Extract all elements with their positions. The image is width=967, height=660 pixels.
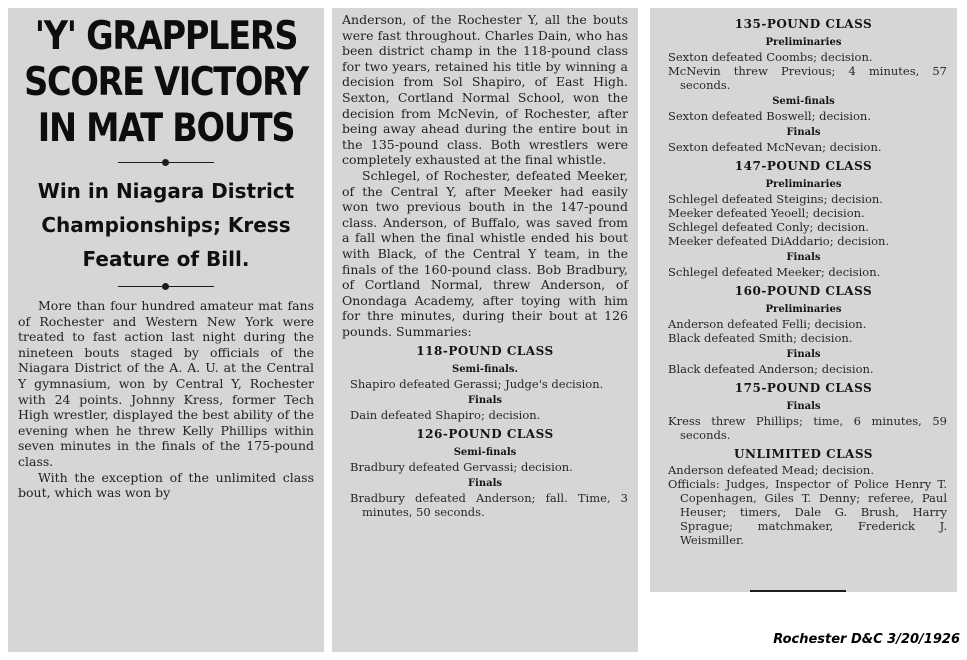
- subhead-line: Championships; Kress: [41, 213, 291, 237]
- round-label: Finals: [786, 401, 821, 412]
- round-label: Finals: [467, 478, 503, 490]
- source-caption: Rochester D&C 3/20/1926: [773, 632, 960, 647]
- round-label: Preliminaries: [765, 304, 842, 315]
- class-heading: 175-POUND CLASS: [734, 381, 873, 395]
- article-column-1: [8, 8, 324, 652]
- bout-result: Sexton defeated Boswell; decision.: [668, 109, 871, 123]
- round-label: Finals: [467, 395, 503, 407]
- bout-result: Shapiro defeated Gerassi; Judge's decision.: [350, 377, 604, 392]
- summary-126-pound: [342, 426, 628, 519]
- bout-result: Anderson defeated Mead; decision.: [668, 463, 874, 477]
- summary-175-pound: [660, 380, 947, 442]
- subheadline: [18, 174, 314, 276]
- bout-result: Schlegel defeated Steigins; decision.: [668, 192, 883, 206]
- round-label: Preliminaries: [765, 37, 842, 48]
- article-paragraph: Schlegel, of Rochester, defeated Meeker, of the Central Y, after Meeker had easily won two previous bouth in the 147-pound class. Anderson, of Buffalo, was saved from a fall when the final whistle ended his bout with Black, of the Central Y team, in the finals of the 160-pound class. Bob Bradbury, of Cortland Normal, threw Anderson, of Onondaga Academy, after toying with him for thre minutes, during their bout at 126 pounds. Summaries:: [342, 167, 628, 339]
- summary-135-pound: [660, 16, 947, 154]
- dot-rule-divider: [18, 276, 314, 298]
- class-heading: UNLIMITED CLASS: [734, 447, 873, 461]
- bout-result: Schlegel defeated Meeker; decision.: [668, 265, 881, 279]
- bout-result: McNevin threw Previous; 4 minutes, 57 seconds.: [668, 64, 947, 92]
- subhead-line: Win in Niagara District: [37, 179, 295, 203]
- bout-result: Schlegel defeated Conly; decision.: [668, 220, 869, 234]
- round-label: Semi-finals: [453, 447, 517, 459]
- headline: [18, 14, 314, 152]
- bout-result: Black defeated Anderson; decision.: [668, 362, 874, 376]
- summary-147-pound: [660, 158, 947, 279]
- bout-result: Black defeated Smith; decision.: [668, 331, 853, 345]
- class-heading: 135-POUND CLASS: [734, 17, 873, 31]
- article-paragraph: Anderson, of the Rochester Y, all the bouts were fast throughout. Charles Dain, who has been district champ in the 118-pound class for two years, retained his title by winning a decision from Sol Shapiro, of East High. Sexton, Cortland Normal School, won the decision from McNevin, of Rochester, after being away ahead during the entire bout in the 135-pound class. Both wrestlers were completely exhausted at the final whistle.: [342, 12, 628, 168]
- bout-result: Meeker defeated Yeoell; decision.: [668, 206, 865, 220]
- bout-result: Anderson defeated Felli; decision.: [668, 317, 867, 331]
- class-heading: 126-POUND CLASS: [416, 427, 554, 442]
- headline-line: IN MAT BOUTS: [37, 106, 295, 151]
- round-label: Semi-finals.: [451, 364, 519, 376]
- summary-160-pound: [660, 283, 947, 376]
- headline-line: 'Y' GRAPPLERS: [34, 14, 298, 59]
- headline-line: SCORE VICTORY: [24, 60, 308, 105]
- summary-118-pound: [342, 343, 628, 422]
- summary-unlimited: [660, 446, 947, 547]
- dot-rule-divider: [18, 152, 314, 174]
- round-label: Finals: [786, 349, 821, 360]
- bout-result: Sexton defeated Coombs; decision.: [668, 50, 873, 64]
- round-label: Finals: [786, 127, 821, 138]
- article-column-2: [332, 8, 638, 652]
- class-heading: 160-POUND CLASS: [734, 284, 873, 298]
- class-heading: 118-POUND CLASS: [416, 344, 554, 359]
- class-heading: 147-POUND CLASS: [734, 159, 873, 173]
- round-label: Preliminaries: [765, 179, 842, 190]
- officials-list: Officials: Judges, Inspector of Police Henry T. Copenhagen, Giles T. Denny; referee, Paul Heuser; timers, Dale G. Brush, Harry Sprague; matchmaker, Frederick J. Weismiller.: [668, 477, 947, 547]
- bout-result: Dain defeated Shapiro; decision.: [350, 408, 541, 423]
- round-label: Finals: [786, 252, 821, 263]
- article-column-3: [650, 8, 957, 592]
- bout-result: Kress threw Phillips; time, 6 minutes, 59 seconds.: [668, 414, 947, 442]
- bout-result: Meeker defeated DiAddario; decision.: [668, 234, 890, 248]
- round-label: Semi-finals: [772, 96, 835, 107]
- article-paragraph: More than four hundred amateur mat fans of Rochester and Western New York were treated to fast action last night during the nineteen bouts staged by officials of the Niagara District of the A. A. U. at the Central Y gymnasium, won by Central Y, Rochester with 24 points. Johnny Kress, former Tech High wrestler, displayed the best ability of the evening when he threw Kelly Phillips within seven minutes in the finals of the 175-pound class.: [18, 298, 314, 469]
- bout-result: Bradbury defeated Gervassi; decision.: [350, 460, 573, 475]
- bout-result: Sexton defeated McNevan; decision.: [668, 140, 882, 154]
- bout-result: Bradbury defeated Anderson; fall. Time, 3 minutes, 50 seconds.: [350, 491, 628, 520]
- subhead-line: Feature of Bill.: [82, 247, 250, 271]
- end-rule: [750, 590, 846, 592]
- article-paragraph: With the exception of the unlimited class bout, which was won by: [18, 469, 314, 501]
